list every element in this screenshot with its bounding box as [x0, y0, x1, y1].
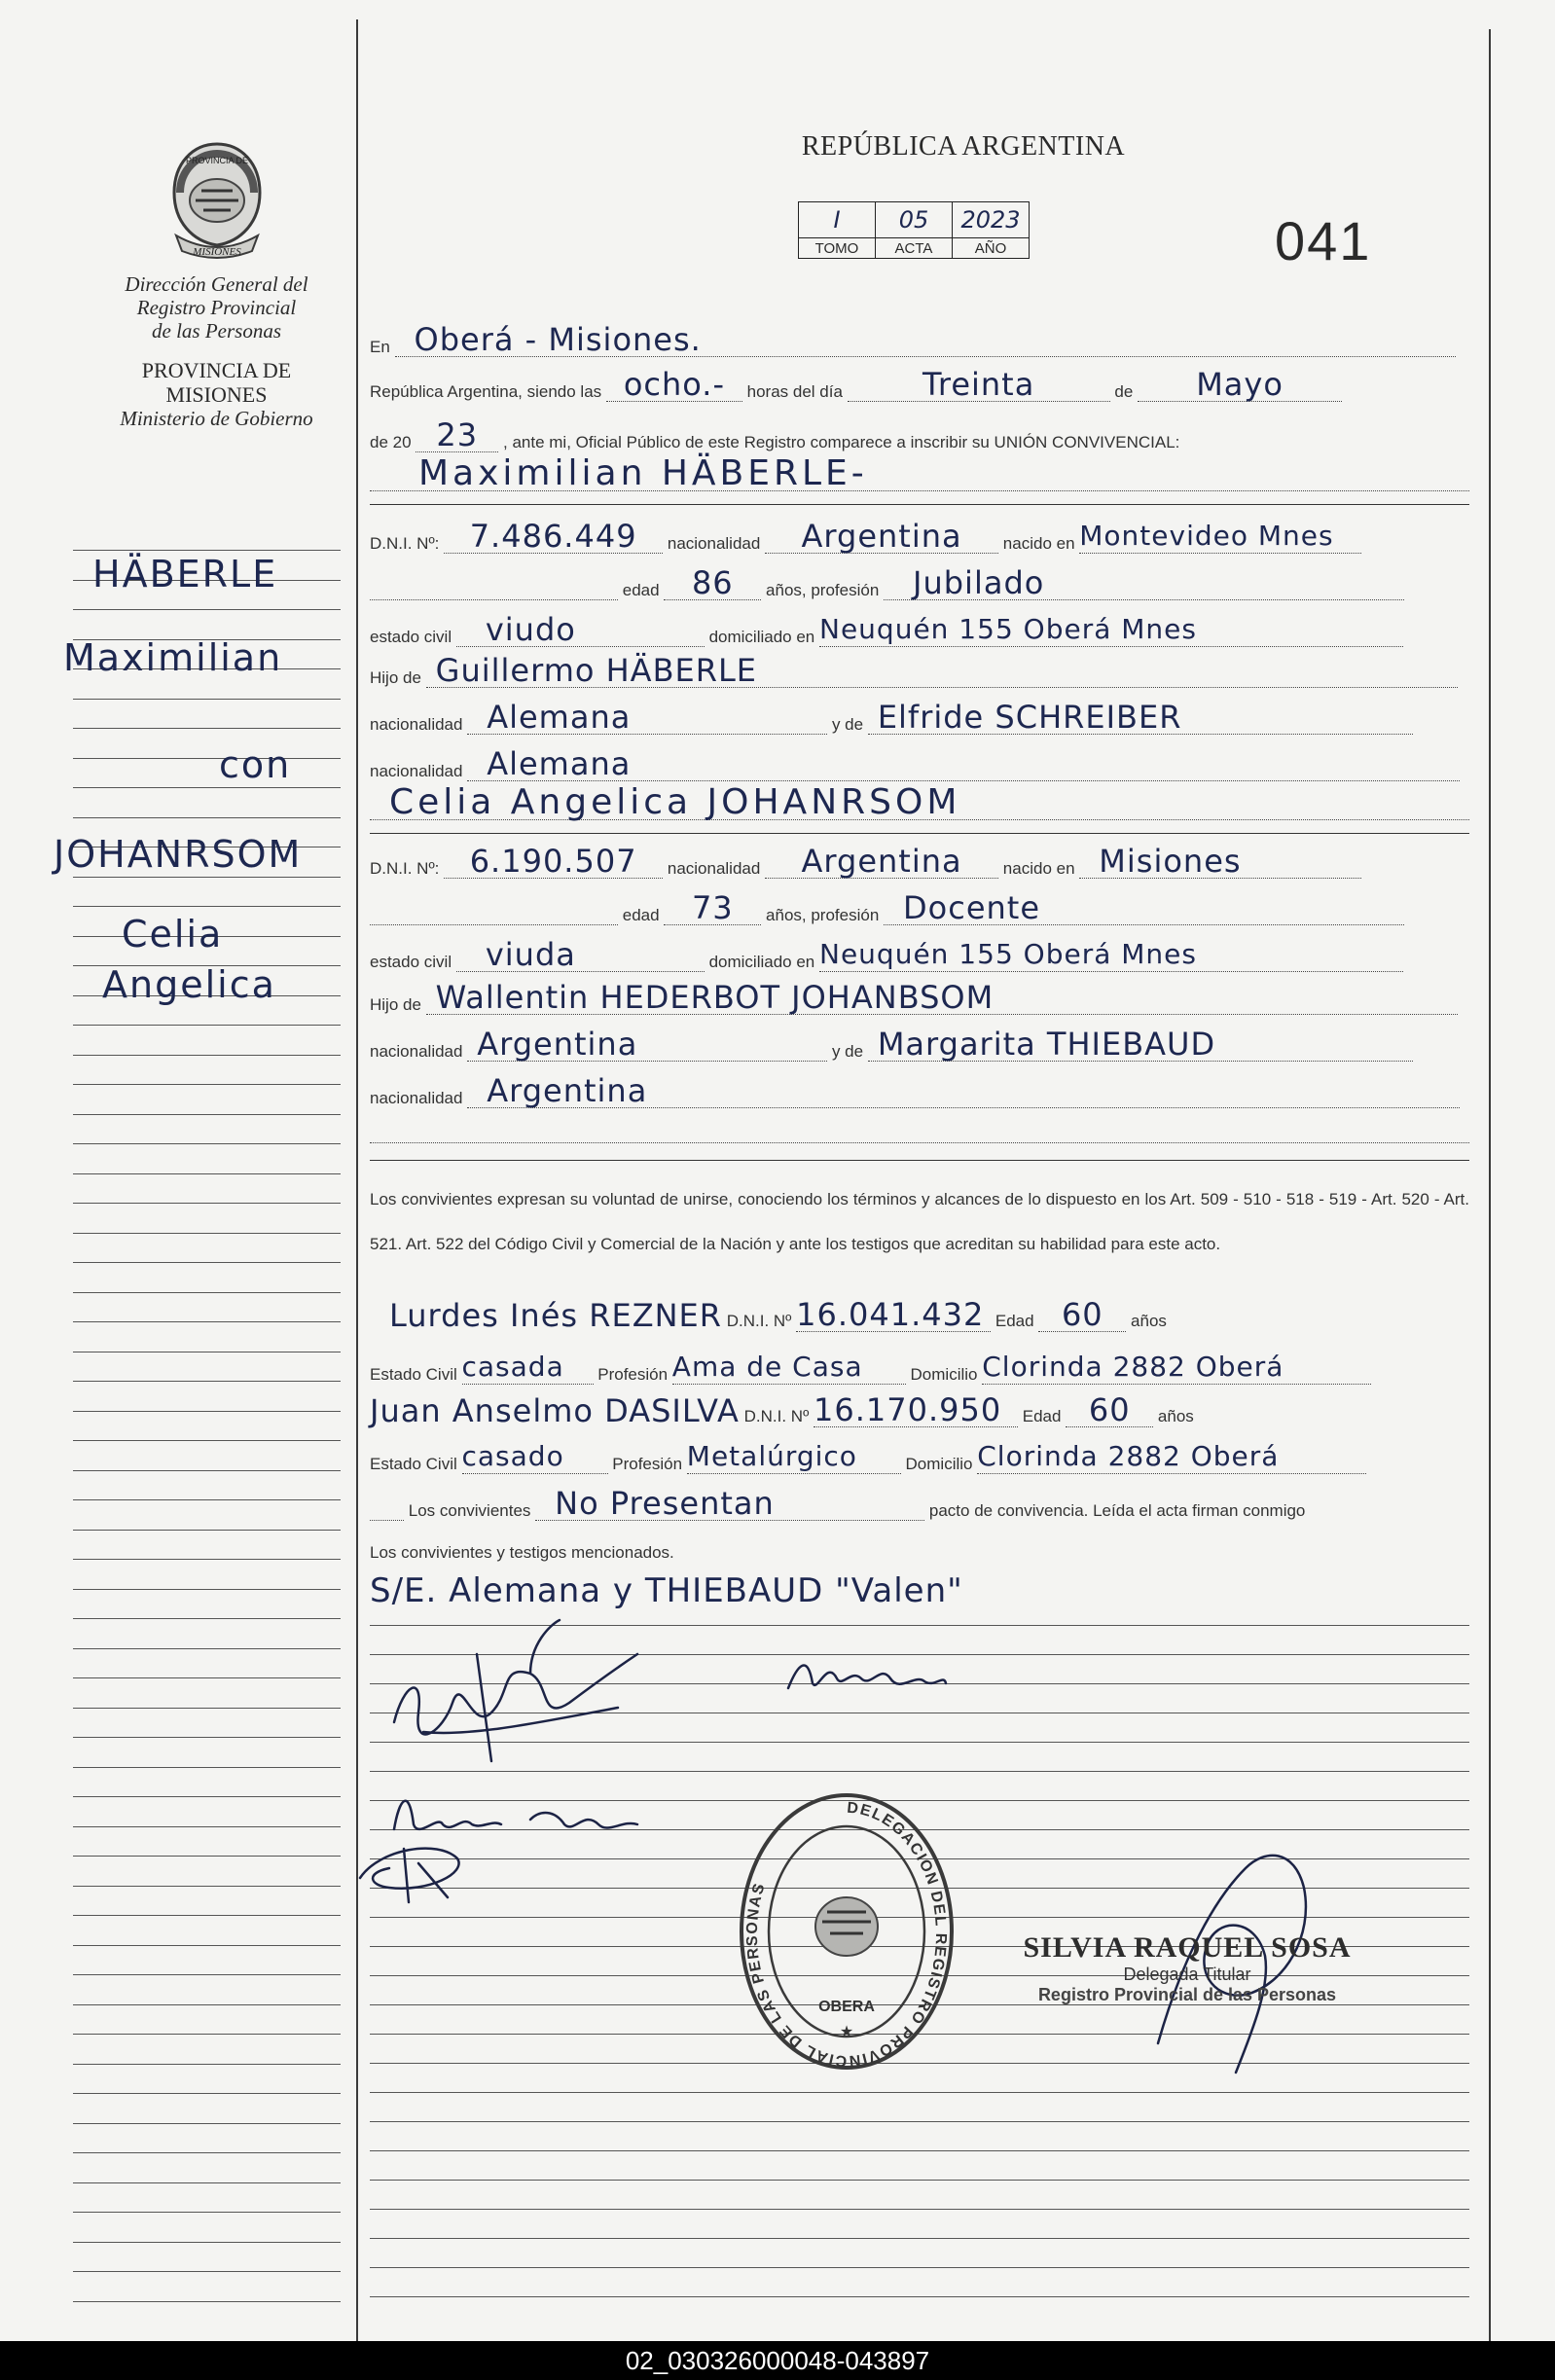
side-ruled-line	[73, 906, 341, 907]
person2-top-rule	[370, 833, 1469, 834]
side-ruled-line	[73, 1945, 341, 1946]
side-ruled-line	[73, 1084, 341, 1085]
side-ruled-line	[73, 1589, 341, 1590]
side-ruled-line	[73, 1974, 341, 1975]
p2-domicile: Neuquén 155 Oberá Mnes	[819, 938, 1403, 972]
side-ruled-line	[73, 2182, 341, 2183]
pact-row	[370, 1487, 1469, 1521]
row-hora	[370, 368, 1469, 402]
witness2-data-row	[370, 1440, 1469, 1474]
signature-ruled-line	[370, 1771, 1469, 1772]
conv-label: Los convivientes	[408, 1501, 531, 1520]
seal-text-top: PROVINCIA DE	[185, 156, 248, 165]
p1-father: Guillermo HÄBERLE	[426, 654, 1458, 688]
p2-father-nat-label: nacionalidad	[370, 1042, 463, 1061]
person1-top-rule	[370, 504, 1469, 505]
w2-dni: 16.170.950	[814, 1393, 1018, 1427]
side-ruled-line	[73, 817, 341, 818]
se-note: S/E. Alemana y THIEBAUD "Valen"	[370, 1571, 963, 1610]
p1-age: 86	[664, 566, 761, 600]
w1-edad-label: Edad	[994, 1312, 1034, 1330]
person2-name-row	[370, 782, 1469, 822]
index-name-2b: Angelica	[102, 963, 276, 1006]
tomo-label: TOMO	[799, 238, 876, 259]
acta-label: ACTA	[876, 238, 953, 259]
w2-domicile: Clorinda 2882 Oberá	[977, 1440, 1366, 1474]
blank-row	[370, 1119, 1469, 1143]
side-ruled-line	[73, 1411, 341, 1412]
month-value: Mayo	[1138, 368, 1342, 402]
provincia-line: PROVINCIA DE	[141, 358, 292, 382]
w1-age: 60	[1038, 1298, 1126, 1332]
person1-edad-row	[370, 566, 1469, 600]
anio-value: 2023	[953, 202, 1030, 238]
p2-edad-label: edad	[622, 906, 660, 924]
row-anio	[370, 418, 1469, 452]
p1-mother-nat-label: nacionalidad	[370, 762, 463, 780]
side-ruled-line	[73, 1143, 341, 1144]
side-ruled-line	[73, 787, 341, 788]
side-ruled-line	[73, 1559, 341, 1560]
statement-text: , ante mi, Oficial Público de este Registro comparece a inscribir su UNIÓN CONVIVENCIAL:	[503, 433, 1180, 451]
side-ruled-line	[73, 2242, 341, 2243]
witness1-name-row	[370, 1298, 1469, 1332]
p1-father-nat: Alemana	[467, 701, 827, 735]
side-ruled-line	[73, 2301, 341, 2302]
side-ruled-line	[73, 1381, 341, 1382]
p2-father-nat: Argentina	[467, 1028, 827, 1062]
official-name-stamp	[1002, 1931, 1372, 2005]
row-en	[370, 323, 1469, 357]
side-ruled-line	[73, 877, 341, 878]
direccion-line: Dirección General del	[125, 272, 308, 296]
w1-civil: casada	[462, 1351, 594, 1385]
declaration-text: Los convivientes expresan su voluntad de unirse, conociendo los términos y alcances de lo dispuesto en los Art. 509 - 510 - 518 - 519 - Art. 520 - Art. 521. Art. 522 del Código Civil y Comercial de la Nación y ante los testigos que acreditan su habilidad para este acto.	[370, 1190, 1469, 1253]
side-ruled-line	[73, 2034, 341, 2035]
p1-profession: Jubilado	[884, 566, 1404, 600]
person1-mother-nat-row	[370, 747, 1469, 781]
w2-dom-label: Domicilio	[905, 1455, 973, 1473]
side-ruled-line	[73, 1499, 341, 1500]
day-value: Treinta	[848, 368, 1110, 402]
person2-dni-row	[370, 845, 1469, 879]
stamp-star: ★	[839, 2024, 854, 2040]
side-ruled-line	[73, 1826, 341, 1827]
p2-nacido-label: nacido en	[1002, 859, 1075, 878]
side-ruled-lines	[73, 550, 341, 2330]
p2-dom-label: domiciliado en	[708, 953, 815, 971]
side-ruled-line	[73, 1767, 341, 1768]
signature-ruled-line	[370, 2150, 1469, 2151]
p1-anios-label: años, profesión	[766, 581, 880, 599]
registro-line: Registro Provincial	[136, 296, 297, 319]
p1-nac-label: nacionalidad	[667, 534, 761, 553]
p2-nationality: Argentina	[765, 845, 998, 879]
side-ruled-line	[73, 1856, 341, 1857]
p1-mother: Elfride SCHREIBER	[868, 701, 1413, 735]
side-ruled-line	[73, 1262, 341, 1263]
person2-parents-nat-row	[370, 1028, 1469, 1062]
person1-name: Maximilian HÄBERLE-	[370, 457, 1469, 491]
side-ruled-line	[73, 1233, 341, 1234]
person2-mother-nat-row	[370, 1074, 1469, 1108]
person1-name-row	[370, 453, 1469, 493]
signature-ruled-line	[370, 2238, 1469, 2239]
person2-father-row	[370, 981, 1469, 1015]
side-ruled-line	[73, 1796, 341, 1797]
person2-civil-row	[370, 938, 1469, 972]
acta-number: 041	[1275, 210, 1372, 271]
official-name: SILVIA RAQUEL SOSA	[1023, 1931, 1352, 1964]
note-row	[370, 1571, 1469, 1610]
witness1-data-row	[370, 1351, 1469, 1385]
tomo-value: I	[799, 202, 876, 238]
p2-age: 73	[664, 891, 761, 925]
w2-civil: casado	[462, 1440, 608, 1474]
p1-dom-label: domiciliado en	[708, 628, 815, 646]
side-ruled-line	[73, 1114, 341, 1115]
side-ruled-line	[73, 1677, 341, 1678]
province-seal	[159, 136, 275, 263]
side-ruled-line	[73, 2123, 341, 2124]
p1-dni: 7.486.449	[444, 520, 663, 554]
signature-celia	[384, 1615, 667, 1771]
p1-domicile: Neuquén 155 Oberá Mnes	[819, 613, 1403, 647]
person2-name: Celia Angelica JOHANRSOM	[370, 786, 1469, 820]
side-ruled-line	[73, 2152, 341, 2153]
w1-name: Lurdes Inés REZNER	[389, 1297, 722, 1334]
signature-ruled-line	[370, 2209, 1469, 2210]
p2-edad-lead	[370, 924, 618, 925]
side-ruled-line	[73, 1618, 341, 1619]
w2-age: 60	[1066, 1393, 1153, 1427]
side-ruled-line	[73, 2064, 341, 2065]
w1-estado-label: Estado Civil	[370, 1365, 457, 1384]
w1-dni-label: D.N.I. Nº	[726, 1312, 792, 1330]
side-ruled-line	[73, 609, 341, 610]
hour-value: ocho.-	[606, 368, 742, 402]
pact-lead	[370, 1520, 404, 1521]
de-label: de	[1114, 382, 1134, 401]
seal-text-bottom: MISIONES	[192, 246, 241, 258]
side-ruled-line	[73, 550, 341, 551]
person2-edad-row	[370, 891, 1469, 925]
signature-ruled-line	[370, 2121, 1469, 2122]
p2-father: Wallentin HEDERBOT JOHANBSOM	[426, 981, 1458, 1015]
side-ruled-line	[73, 1321, 341, 1322]
side-ruled-line	[73, 1470, 341, 1471]
person1-dni-row	[370, 520, 1469, 554]
side-ruled-line	[73, 2004, 341, 2005]
footer-code: 02_030326000048-043897	[625, 2346, 930, 2375]
pact-value: No Presentan	[535, 1487, 924, 1521]
anio-label: AÑO	[953, 238, 1030, 259]
w1-dni: 16.041.432	[796, 1298, 991, 1332]
w2-edad-label: Edad	[1022, 1407, 1062, 1425]
side-ruled-line	[73, 1292, 341, 1293]
w2-dni-label: D.N.I. Nº	[743, 1407, 810, 1425]
p2-mother-nat: Argentina	[467, 1074, 1460, 1108]
p2-anios-label: años, profesión	[766, 906, 880, 924]
index-surname-2: JOHANRSOM	[54, 833, 303, 876]
p2-dni: 6.190.507	[444, 845, 663, 879]
signature-ruled-line	[370, 2092, 1469, 2093]
w2-profession: Metalúrgico	[687, 1440, 901, 1474]
witness2-name-row	[370, 1393, 1469, 1427]
w2-estado-label: Estado Civil	[370, 1455, 457, 1473]
left-margin-line	[356, 19, 358, 2341]
signature-haberle	[778, 1644, 954, 1703]
side-ruled-line	[73, 1886, 341, 1887]
tomo-acta-anio-box	[798, 201, 1030, 259]
p1-nationality: Argentina	[765, 520, 998, 554]
side-ruled-line	[73, 1708, 341, 1709]
side-ruled-line	[73, 1530, 341, 1531]
p1-estado-label: estado civil	[370, 628, 452, 646]
w1-dom-label: Domicilio	[910, 1365, 978, 1384]
signature-ruled-line	[370, 2296, 1469, 2297]
index-surname-1: HÄBERLE	[92, 553, 278, 595]
p1-birthplace: Montevideo Mnes	[1079, 520, 1361, 554]
personas-line: de las Personas	[152, 319, 281, 343]
p2-dni-label: D.N.I. Nº:	[370, 859, 440, 878]
person1-parents-nat-row	[370, 701, 1469, 735]
stamp-ring-text: DELEGACION DEL REGISTRO PROVINCIAL DE LAS PERSONAS	[743, 1799, 950, 2070]
side-ruled-line	[73, 1648, 341, 1649]
p1-edad-label: edad	[622, 581, 660, 599]
p2-birthplace: Misiones	[1079, 845, 1361, 879]
p1-yde-label: y de	[831, 715, 864, 734]
document-title: REPÚBLICA ARGENTINA	[801, 131, 1126, 162]
official-oval-stamp	[735, 1785, 958, 2073]
w1-prof-label: Profesión	[597, 1365, 669, 1384]
ministerio-line: Ministerio de Gobierno	[120, 407, 313, 430]
signature-ruled-line	[370, 2267, 1469, 2268]
side-ruled-line	[73, 2093, 341, 2094]
official-title: Delegada Titular	[1123, 1965, 1251, 1984]
person1-civil-row	[370, 613, 1469, 647]
w1-profession: Ama de Casa	[672, 1351, 906, 1385]
de20-label: de 20	[370, 433, 412, 451]
blank-fill	[370, 1119, 1469, 1143]
right-margin-line	[1489, 29, 1491, 2341]
side-ruled-line	[73, 1915, 341, 1916]
w1-anios-label: años	[1131, 1312, 1167, 1330]
w2-anios-label: años	[1157, 1407, 1194, 1425]
side-ruled-line	[73, 2271, 341, 2272]
stamp-city: OBERA	[818, 1999, 875, 2015]
p1-dni-label: D.N.I. Nº:	[370, 534, 440, 553]
misiones-line: MISIONES	[165, 382, 268, 407]
side-ruled-line	[73, 758, 341, 759]
horas-label: horas del día	[746, 382, 843, 401]
p1-mother-nat: Alemana	[467, 747, 1460, 781]
side-ruled-line	[73, 1737, 341, 1738]
footer-code-bar	[0, 2341, 1555, 2380]
p1-nacido-label: nacido en	[1002, 534, 1075, 553]
place-value: Oberá - Misiones.	[395, 323, 1456, 357]
year-value: 23	[416, 418, 498, 452]
tail-text: Los convivientes y testigos mencionados.	[370, 1543, 674, 1562]
signature-ruled-line	[370, 2180, 1469, 2181]
index-name-2a: Celia	[122, 913, 224, 956]
p2-civil: viuda	[456, 938, 705, 972]
left-panel	[92, 136, 341, 430]
official-org: Registro Provincial de las Personas	[1037, 1985, 1337, 2004]
p2-profession: Docente	[884, 891, 1404, 925]
person1-father-row	[370, 654, 1469, 688]
side-ruled-line	[73, 1055, 341, 1056]
side-ruled-line	[73, 2212, 341, 2213]
p2-mother: Margarita THIEBAUD	[868, 1028, 1413, 1062]
signature-juan	[350, 1829, 477, 1907]
section-rule	[370, 1160, 1469, 1161]
p1-edad-lead	[370, 599, 618, 600]
index-con: con	[219, 743, 292, 786]
w2-name: Juan Anselmo DASILVA	[370, 1392, 740, 1429]
side-ruled-line	[73, 1025, 341, 1026]
p1-civil: viudo	[456, 613, 705, 647]
side-ruled-line	[73, 728, 341, 729]
acta-value: 05	[876, 202, 953, 238]
en-label: En	[370, 338, 390, 356]
w1-domicile: Clorinda 2882 Oberá	[982, 1351, 1371, 1385]
side-ruled-line	[73, 1440, 341, 1441]
p2-mother-nat-label: nacionalidad	[370, 1089, 463, 1107]
side-ruled-line	[73, 1203, 341, 1204]
rep-label: República Argentina, siendo las	[370, 382, 602, 401]
p2-hijo-label: Hijo de	[370, 995, 421, 1014]
side-ruled-line	[73, 1173, 341, 1174]
w2-prof-label: Profesión	[612, 1455, 683, 1473]
p2-nac-label: nacionalidad	[667, 859, 761, 878]
pact-text: pacto de convivencia. Leída el acta firman conmigo	[928, 1501, 1306, 1520]
tail-row	[370, 1543, 1469, 1563]
p2-estado-label: estado civil	[370, 953, 452, 971]
side-ruled-line	[73, 699, 341, 700]
p2-yde-label: y de	[831, 1042, 864, 1061]
index-name-1: Maximilian	[63, 636, 283, 679]
p1-hijo-label: Hijo de	[370, 668, 421, 687]
p1-father-nat-label: nacionalidad	[370, 715, 463, 734]
